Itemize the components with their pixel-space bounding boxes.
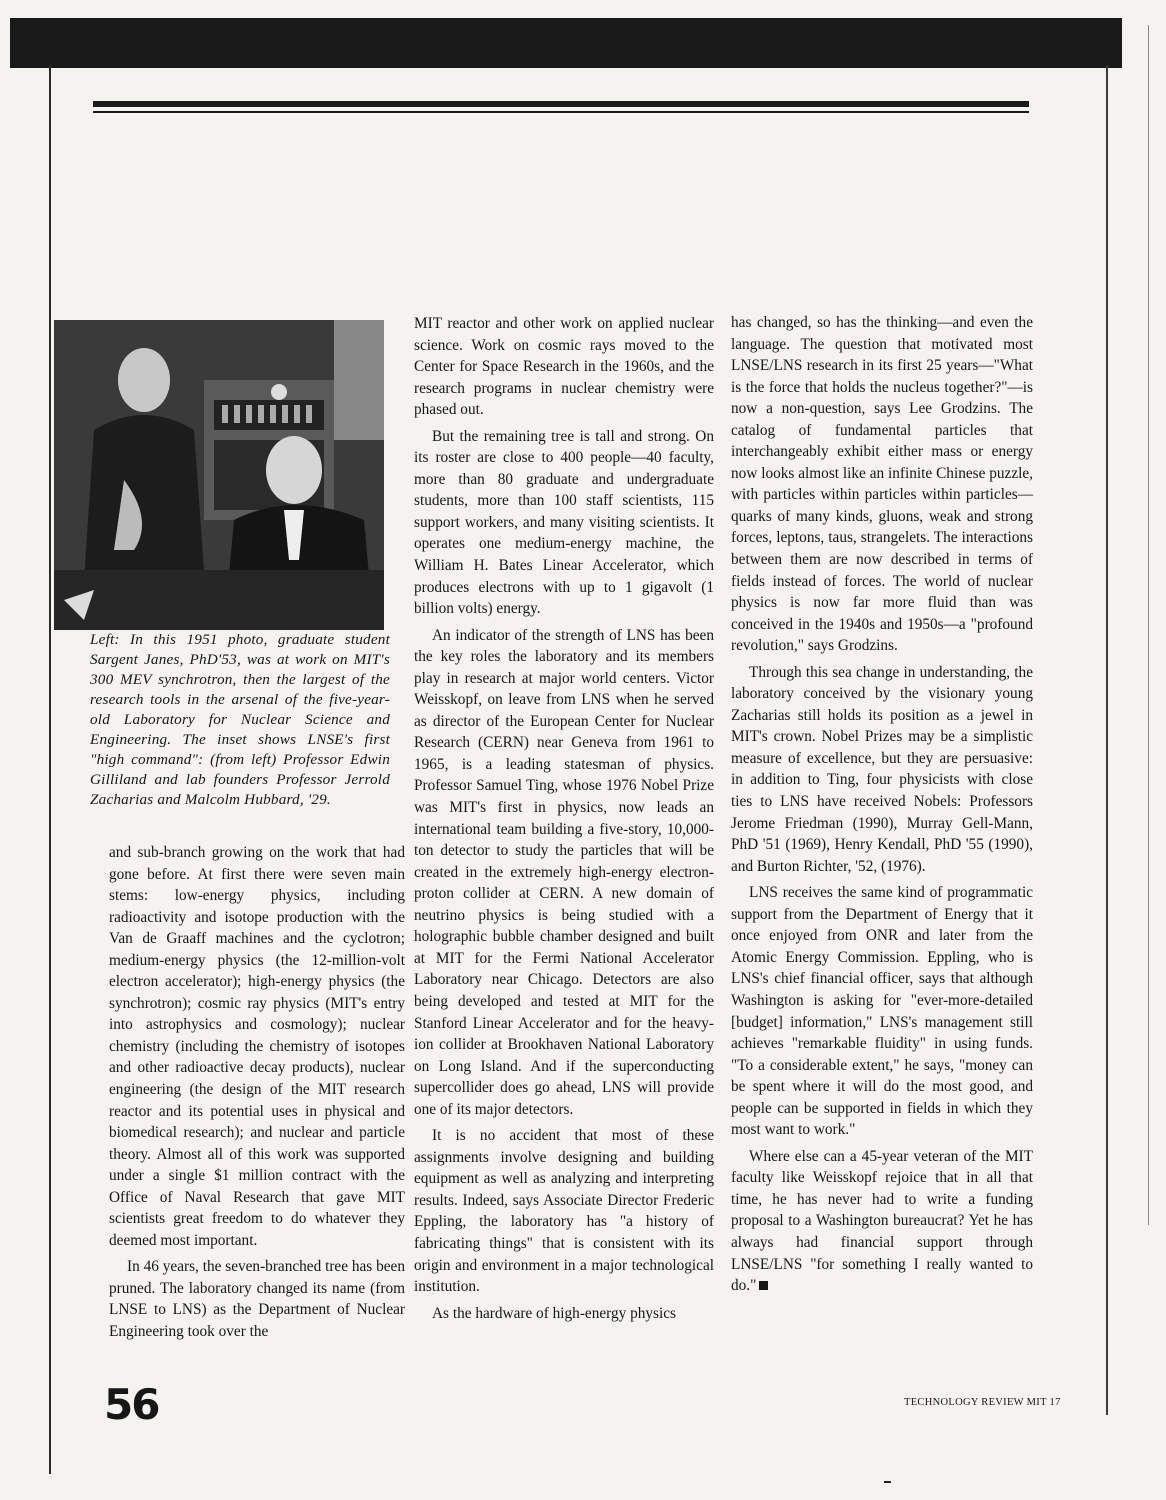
photo-caption: Left: In this 1951 photo, graduate student Sargent Janes, PhD'53, was at work on MIT's 300 MEV synchrotron, then the largest of the research tools in the arsenal of the five-year-old Laboratory for Nuclear Science and Engineering. The inset shows LNSE's first "high command": (from left) Professor Edwin Gilliland and lab founders Professor Jerrold Zacharias and Malcolm Hubbard, '29. [90,631,390,808]
paragraph-final [731,1146,1033,1297]
end-mark-icon [759,1281,768,1290]
archival-photo [54,320,384,630]
paragraph: Through this sea change in understanding, the laboratory conceived by the visionary young Zacharias still holds its position as a jewel in MIT's crown. Nobel Prizes may be a simplistic measure of excellence, but they are persuasive: in addition to Ting, four physicists with close ties to LNS have received Nobels: Professors Jerome Friedman (1990), Murray Gell-Mann, PhD '51 (1969), Henry Kendall, PhD '55 (1990), and Burton Richter, '52, (1976). [731,663,1033,875]
paragraph: MIT reactor and other work on applied nuclear science. Work on cosmic rays moved to the Center for Space Research in the 1960s, and the research programs in nuclear chemistry were phased out. [414,315,714,419]
paragraph: An indicator of the strength of LNS has been the key roles the laboratory and its members play in research at major world centers. Victor Weisskopf, on leave from LNS when he served as director of the European Center for Nuclear Research (CERN) near Geneva from 1961 to 1965, is a leading statesman of physics. Professor Samuel Ting, whose 1976 Nobel Prize was MIT's first in physics, now leads an international team building a five-story, 10,000-ton detector to study the particles that will be created in the extremely high-energy electron-proton collider at CERN. A new domain of neutrino physics is being studied with a holographic bubble chamber designed and built at MIT for the Fermi National Accelerator Laboratory near Chicago. Detectors are also being developed and tested at MIT for the Stanford Linear Accelerator and for the heavy-ion collider at Brookhaven National Laboratory on Long Island. And if the superconducting supercollider does go ahead, LNS will provide one of its major detectors. [414,626,714,1118]
scan-mark [884,1481,891,1483]
right-edge-rule [1148,25,1149,1225]
paragraph: As the hardware of high-energy physics [432,1304,676,1322]
paragraph: In 46 years, the seven-branched tree has been pruned. The laboratory changed its name (from LNSE to LNS) as the Department of Nuclear Engineering took over the [109,1258,405,1341]
paragraph: has changed, so has the thinking—and even the language. The question that motivated most LNSE/LNS research in its first 25 years—"What is the force that holds the nucleus together?"—is now a non-question, says Lee Grodzins. The catalog of fundamental particles that interchangeably exhibit either mass or energy now looks almost like an infinite Chinese puzzle, with particles within particles within particles—quarks of many kinds, gluons, weak and strong forces, leptons, taus, strangelets. The interactions between them are now described in terms of fields instead of forces. The world of nuclear physics is now far more fluid than was conceived in the 1940s and 1950s—a "profound revolution," says Grodzins. [731,314,1033,655]
article-column-1 [109,842,405,1343]
paragraph: But the remaining tree is tall and strong. On its roster are close to 400 people—40 faculty, more than 80 graduate and undergraduate students, more than 100 staff scientists, 115 support workers, and many visiting scientists. It operates one medium-energy machine, the William H. Bates Linear Accelerator, which produces electrons with up to 1 gigavolt (1 billion volts) energy. [414,427,714,618]
handwritten-page-number: 56 [104,1380,159,1429]
paragraph: LNS receives the same kind of programmatic support from the Department of Energy that it once enjoyed from ONR and later from the Atomic Energy Commission. Eppling, who is LNS's chief financial officer, says that although Washington is asking for "ever-more-detailed [budget] information," LNS's management still achieves "remarkable fluidity" in using funds. "To a considerable extent," he says, "money can be spent where it will do the most good, and people can be supported in fields in which they most want to work." [731,884,1033,1139]
paragraph: and sub-branch growing on the work that had gone before. At first there were seven main stems: low-energy physics, including radioactivity and isotope production with the Van de Graaff machines and the cyclotron; medium-energy physics (the 12-million-volt electron accelerator); high-energy physics (the synchrotron); cosmic ray physics (MIT's entry into astrophysics and cosmology); nuclear chemistry (including the chemistry of isotopes and other radioactive decay products), nuclear engineering (the design of the MIT research reactor and its potential uses in physical and biomedical research); and nuclear and particle theory. Almost all of this work was supported under a single $1 million contract with the Office of Naval Research that gave MIT scientists great freedom to do whatever they deemed most important. [109,844,405,1249]
paragraph: It is no accident that most of these assignments involve designing and building equipment as well as analyzing and interpreting results. Indeed, says Associate Director Frederic Eppling, the laboratory has "a history of fabricating things" that is consistent with its origin and environment in a major technological institution. [414,1127,714,1296]
paragraph-final-text: Where else can a 45-year veteran of the MIT faculty like Weisskopf rejoice that in all that time, he has never had to write a funding proposal to a Washington bureaucrat? Yet he has always had financial support through LNSE/LNS "for something I really wanted to do." [731,1147,1033,1295]
article-column-3 [731,312,1033,1297]
header-rule-thick [93,101,1029,107]
top-scan-band [10,18,1122,68]
left-margin-rule [49,64,51,1474]
page-footer: TECHNOLOGY REVIEW MIT 17 [904,1397,1061,1408]
right-margin-rule [1106,65,1108,1415]
article-column-2 [414,313,714,1324]
header-rule-thin [93,111,1029,113]
